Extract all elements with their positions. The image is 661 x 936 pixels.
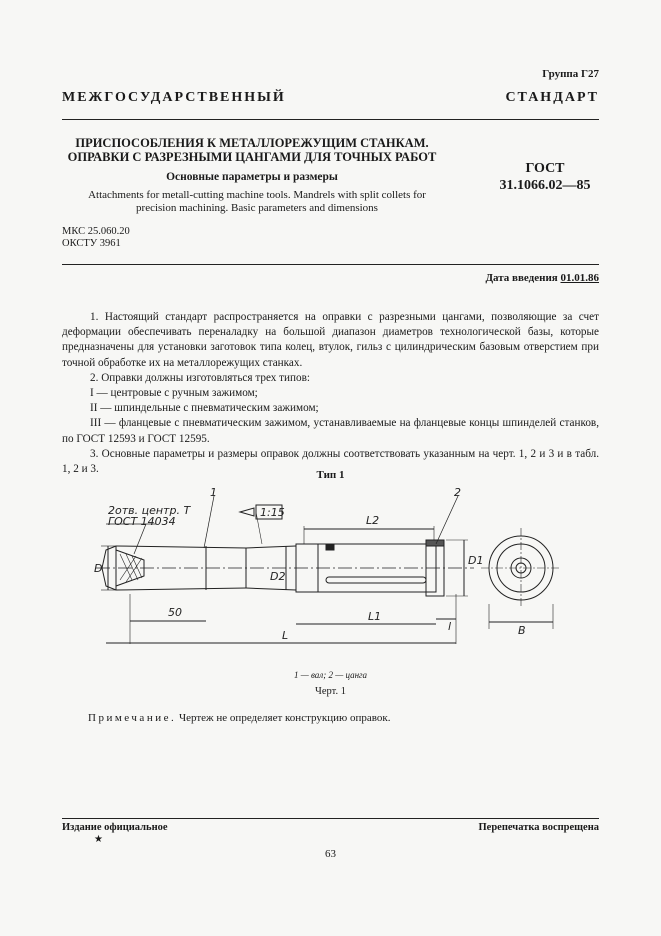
english-title — [62, 189, 452, 215]
dim-D1: D1 — [468, 554, 484, 567]
page-number: 63 — [325, 848, 336, 860]
okstu-code: ОКСТУ 3961 — [62, 238, 121, 249]
paragraph-5: III — фланцевые с пневматическим зажимом, устанавливаемые на фланцевые концы шпинделей станков, по ГОСТ 12593 и ГОСТ 12595. — [62, 417, 599, 445]
english-title-line-1: Attachments for metall-cutting machine tools. Mandrels with split collets for — [88, 189, 426, 201]
figure-legend: 1 — вал; 2 — цанга — [293, 670, 368, 680]
gost-number: 31.1066.02—85 — [499, 178, 591, 193]
star-mark: ★ — [94, 834, 103, 845]
gost-label: ГОСТ — [525, 161, 565, 176]
paragraph-4: II — шпиндельные с пневматическим зажимом; — [90, 402, 319, 415]
paragraph-2: 2. Оправки должны изготовляться трех типов: — [90, 371, 311, 384]
paragraph-6: 3. Основные параметры и размеры оправок должны соответствовать указанным на черт. 1, 2 и 3 и в табл. 1, 2 и 3. — [62, 447, 599, 476]
standard-banner: МЕЖГОСУДАРСТВЕННЫЙ СТАНДАРТ — [62, 90, 599, 105]
center-holes-standard: ГОСТ 14034 — [108, 515, 176, 528]
figure-type-label: Тип 1 — [316, 469, 345, 481]
intro-date — [485, 272, 599, 284]
reprint-notice: Перепечатка воспрещена — [478, 822, 599, 833]
group-label: Группа Г27 — [542, 68, 599, 80]
mks-code: МКС 25.060.20 — [62, 226, 130, 237]
gost-designation — [470, 160, 620, 194]
note — [88, 712, 390, 724]
dim-L2: L2 — [366, 514, 380, 527]
document-title — [62, 136, 442, 164]
top-rule — [62, 119, 599, 120]
dim-L: L — [282, 629, 289, 642]
dim-50: 50 — [168, 606, 182, 619]
paragraph-1: 1. Настоящий стандарт распространяется на оправки с разрезными цангами, позволяющие за счет деформации обеспечивать переналадку на большой диапазон диаметров технологической базы, которые предназначены для установки заготовок типа колец, втулок, гильз с цилиндрическим базовым отверстием при точной обработке их на металлорежущих станках. — [62, 311, 599, 369]
middle-rule — [62, 264, 599, 265]
body-text — [62, 310, 599, 477]
edition-label: Издание официальное — [62, 822, 168, 833]
dim-D2: D2 — [270, 570, 286, 583]
english-title-line-2: precision machining. Basic parameters and dimensions — [136, 202, 378, 214]
title-line-2: ОПРАВКИ С РАЗРЕЗНЫМИ ЦАНГАМИ ДЛЯ ТОЧНЫХ РАБОТ — [67, 150, 437, 164]
bottom-rule — [62, 818, 599, 819]
dim-B: B — [518, 624, 526, 637]
title-line-1: ПРИСПОСОБЛЕНИЯ К МЕТАЛЛОРЕЖУЩИМ СТАНКАМ. — [75, 136, 429, 150]
taper-ratio: 1:15 — [260, 506, 285, 519]
document-subtitle: Основные параметры и размеры — [166, 171, 338, 183]
intro-date-value: 01.01.86 — [560, 272, 599, 284]
callout-2: 2 — [454, 486, 461, 499]
mandrel-drawing — [86, 484, 566, 664]
note-label: Примечание. — [88, 712, 177, 724]
dim-L1: L1 — [368, 610, 382, 623]
callout-1: 1 — [210, 486, 217, 499]
dim-D: D — [94, 562, 103, 575]
center-holes-label: 2отв. центр. Т — [108, 504, 191, 517]
intro-date-label: Дата введения — [485, 272, 558, 284]
classification-codes — [62, 226, 130, 250]
figure-caption: Черт. 1 — [315, 686, 346, 697]
dim-l: l — [448, 620, 452, 633]
note-text: Чертеж не определяет конструкцию оправок. — [176, 712, 391, 724]
paragraph-3: I — центровые с ручным зажимом; — [90, 387, 258, 400]
